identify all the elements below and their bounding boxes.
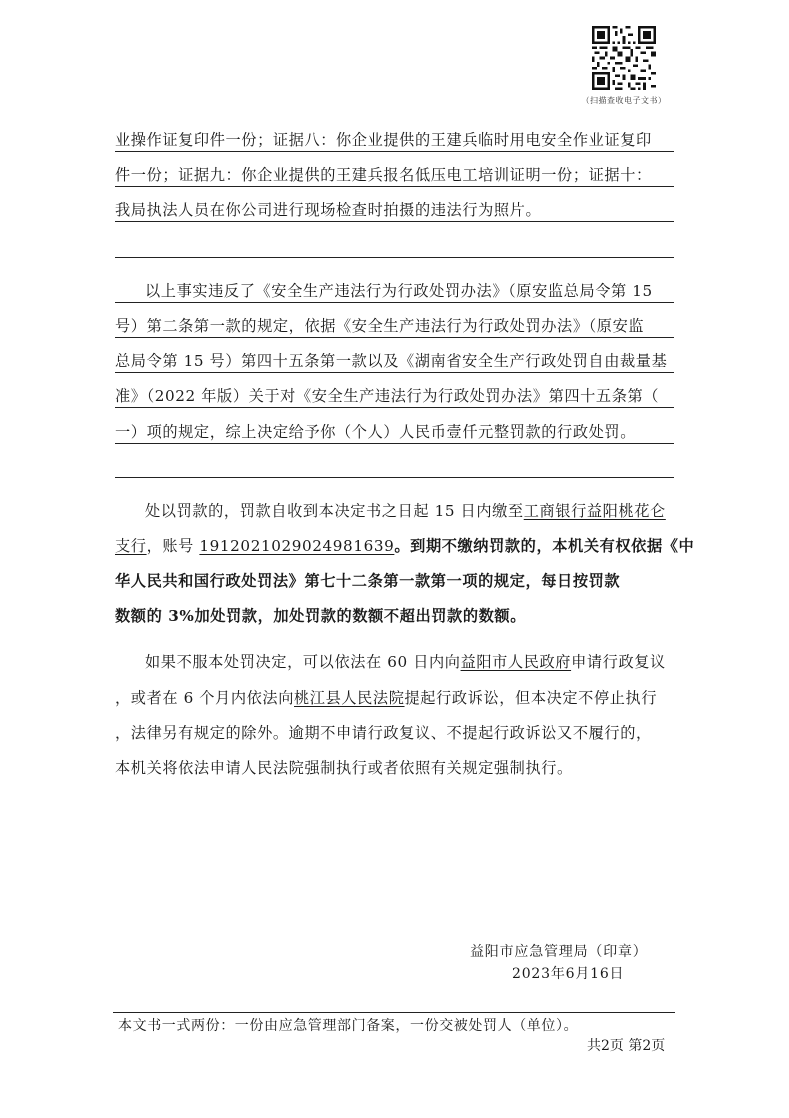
bank-name: 工商银行益阳桃花仑 xyxy=(523,502,666,520)
appeal-line-4: 本机关将依法申请人民法院强制执行或者依照有关规定强制执行。 xyxy=(115,759,573,777)
violation-line-5: 一）项的规定，综上决定给予你（个人）人民币壹仟元整罚款的行政处罚。 xyxy=(115,422,674,444)
qr-code-image[interactable] xyxy=(592,26,656,90)
footer-note: 本文书一式两份：一份由应急管理部门备案，一份交被处罚人（单位）。 xyxy=(118,1018,579,1034)
issuing-authority: 益阳市应急管理局（印章） xyxy=(470,944,648,960)
violation-line-2: 号）第二条第一款的规定，依据《安全生产违法行为行政处罚办法》（原安监 xyxy=(115,316,674,338)
qr-code-block xyxy=(578,26,670,106)
evidence-line-1: 业操作证复印件一份；证据八：你企业提供的王建兵临时用电安全作业证复印 xyxy=(115,130,674,152)
violation-line-1: 以上事实违反了《安全生产违法行为行政处罚办法》（原安监总局令第 15 xyxy=(115,281,674,303)
blank-rule-2 xyxy=(115,477,674,478)
page-number: 共2页 第2页 xyxy=(587,1038,666,1054)
payment-line-1: 处以罚款的，罚款自收到本决定书之日起 15 日内缴至工商银行益阳桃花仑 xyxy=(145,502,666,520)
payment-line-2: 支行，账号 1912021029024981639。到期不缴纳罚款的，本机关有权依据《中 xyxy=(115,537,695,555)
evidence-line-3: 我局执法人员在你公司进行现场检查时拍摄的违法行为照片。 xyxy=(115,200,674,222)
appeal-line-1: 如果不服本处罚决定，可以依法在 60 日内向益阳市人民政府申请行政复议 xyxy=(145,653,666,671)
blank-rule-1 xyxy=(115,257,674,258)
violation-line-4: 准》（2022 年版）关于对《安全生产违法行为行政处罚办法》第四十五条第（ xyxy=(115,386,674,408)
appeal-line-2: ，或者在 6 个月内依法向桃江县人民法院提起行政诉讼，但本决定不停止执行 xyxy=(115,689,658,707)
review-authority: 益阳市人民政府 xyxy=(460,653,572,671)
payment-line-4: 数额的 3%加处罚款，加处罚款的数额不超出罚款的数额。 xyxy=(115,607,526,625)
appeal-line-3: ，法律另有规定的除外。逾期不申请行政复议、不提起行政诉讼又不履行的， xyxy=(115,724,652,742)
issue-date: 2023年6月16日 xyxy=(512,966,625,982)
evidence-line-2: 件一份；证据九：你企业提供的王建兵报名低压电工培训证明一份；证据十： xyxy=(115,165,674,187)
bank-branch: 支行 xyxy=(115,537,147,555)
violation-line-3: 总局令第 15 号）第四十五条第一款以及《湖南省安全生产行政处罚自由裁量基 xyxy=(115,351,674,373)
court-name: 桃江县人民法院 xyxy=(294,689,405,707)
footer-rule xyxy=(113,1012,675,1013)
payment-line-3: 华人民共和国行政处罚法》第七十二条第一款第一项的规定，每日按罚款 xyxy=(115,572,621,590)
qr-caption: （扫描查收电子文书） xyxy=(581,96,667,105)
account-number: 1912021029024981639 xyxy=(199,537,395,555)
